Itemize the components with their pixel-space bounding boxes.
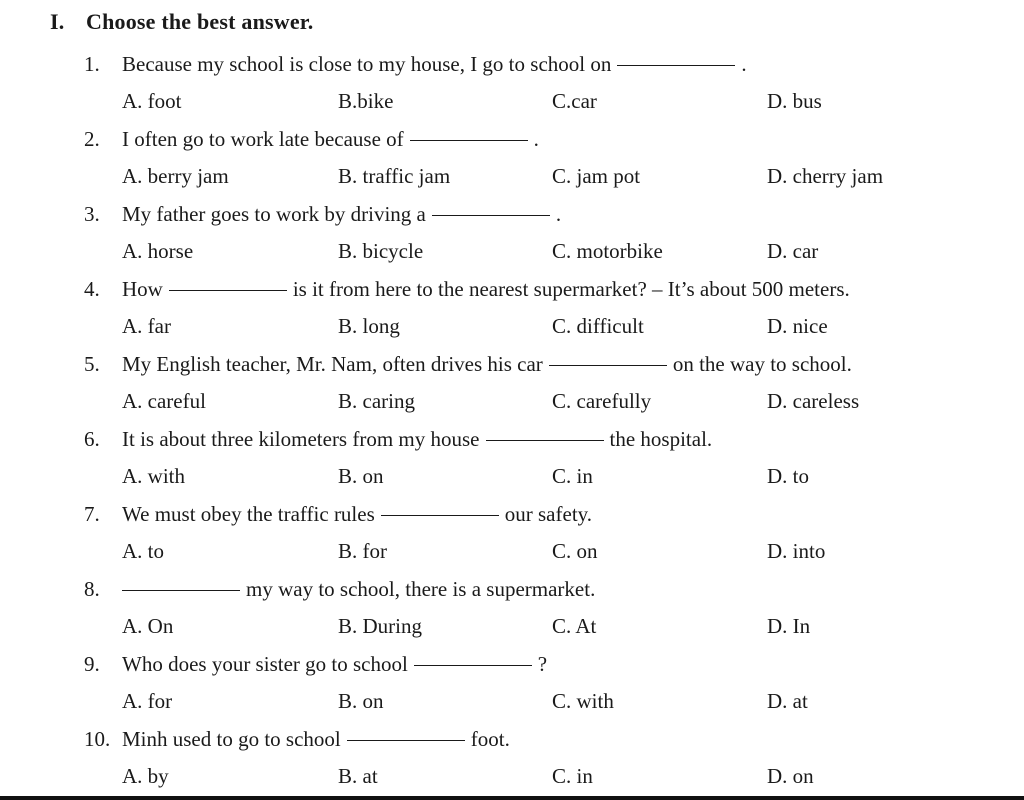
option-d[interactable]: D. on [767, 764, 814, 788]
question-9 [84, 649, 984, 724]
options-row [122, 311, 982, 341]
question-stem [84, 49, 747, 79]
stem-before: My father goes to work by driving a [122, 202, 426, 226]
question-5 [84, 349, 984, 424]
option-b[interactable]: B. bicycle [338, 239, 424, 263]
answer-blank [432, 214, 550, 216]
options-row [122, 686, 982, 716]
question-number: 4. [84, 277, 100, 301]
stem-after: ? [537, 652, 548, 676]
option-d[interactable]: D. nice [767, 314, 828, 338]
question-4 [84, 274, 984, 349]
question-stem [84, 199, 561, 229]
question-number: 5. [84, 352, 100, 376]
option-b[interactable]: B. long [338, 314, 400, 338]
option-a[interactable]: A. far [122, 314, 171, 338]
question-stem [84, 349, 852, 379]
option-c[interactable]: C. in [552, 464, 593, 488]
option-c[interactable]: C. in [552, 764, 593, 788]
stem-before: We must obey the traffic rules [122, 502, 375, 526]
stem-after: the hospital. [609, 427, 713, 451]
question-number: 1. [84, 52, 100, 76]
stem-before: My English teacher, Mr. Nam, often drives his car [122, 352, 543, 376]
question-stem [84, 124, 539, 154]
answer-blank [414, 664, 532, 666]
answer-blank [169, 289, 287, 291]
option-d[interactable]: D. car [767, 239, 819, 263]
stem-after: . [741, 52, 747, 76]
question-stem [84, 424, 712, 454]
option-c[interactable]: C.car [552, 89, 597, 113]
answer-blank [617, 64, 735, 66]
option-d[interactable]: D. careless [767, 389, 860, 413]
options-row [122, 611, 982, 641]
stem-after: . [533, 127, 539, 151]
option-d[interactable]: D. at [767, 689, 808, 713]
option-c[interactable]: C. jam pot [552, 164, 641, 188]
stem-after: . [555, 202, 562, 226]
option-c[interactable]: C. difficult [552, 314, 644, 338]
stem-after: on the way to school. [672, 352, 852, 376]
stem-before: I often go to work late because of [122, 127, 404, 151]
section-heading [50, 9, 313, 35]
question-stem [84, 499, 592, 529]
question-number: 9. [84, 652, 100, 676]
option-b[interactable]: B.bike [338, 89, 394, 113]
option-b[interactable]: B. at [338, 764, 378, 788]
question-10 [84, 724, 984, 799]
answer-blank [122, 589, 240, 591]
stem-before: Minh used to go to school [122, 727, 341, 751]
question-number: 6. [84, 427, 100, 451]
question-7 [84, 499, 984, 574]
question-stem [84, 274, 850, 304]
stem-after: is it from here to the nearest supermarket? – It’s about 500 meters. [292, 277, 850, 301]
question-number: 10. [84, 727, 111, 751]
question-stem [84, 724, 510, 754]
question-3 [84, 199, 984, 274]
option-b[interactable]: B. caring [338, 389, 415, 413]
option-d[interactable]: D. bus [767, 89, 822, 113]
section-number: I. [50, 9, 65, 34]
option-c[interactable]: C. with [552, 689, 614, 713]
options-row [122, 161, 982, 191]
stem-before: Who does your sister go to school [122, 652, 408, 676]
option-a[interactable]: A. horse [122, 239, 194, 263]
option-c[interactable]: C. At [552, 614, 597, 638]
option-a[interactable]: A. careful [122, 389, 206, 413]
option-b[interactable]: B. traffic jam [338, 164, 451, 188]
options-row [122, 461, 982, 491]
answer-blank [381, 514, 499, 516]
options-row [122, 761, 982, 791]
question-stem [84, 649, 547, 679]
option-a[interactable]: A. by [122, 764, 169, 788]
option-d[interactable]: D. to [767, 464, 809, 488]
section-title: Choose the best answer. [86, 9, 314, 34]
stem-before: Because my school is close to my house, I go to school on [122, 52, 612, 76]
question-number: 2. [84, 127, 100, 151]
option-b[interactable]: B. During [338, 614, 422, 638]
options-row [122, 236, 982, 266]
stem-before: How [122, 277, 163, 301]
question-stem [84, 574, 595, 604]
stem-after: my way to school, there is a supermarket. [246, 577, 596, 601]
option-d[interactable]: D. cherry jam [767, 164, 884, 188]
option-b[interactable]: B. on [338, 464, 384, 488]
question-2 [84, 124, 984, 199]
options-row [122, 536, 982, 566]
answer-blank [410, 139, 528, 141]
option-a[interactable]: A. with [122, 464, 185, 488]
option-c[interactable]: C. motorbike [552, 239, 663, 263]
option-a[interactable]: A. foot [122, 89, 182, 113]
options-row [122, 386, 982, 416]
option-a[interactable]: A. to [122, 539, 164, 563]
answer-blank [486, 439, 604, 441]
question-6 [84, 424, 984, 499]
option-b[interactable]: B. for [338, 539, 387, 563]
answer-blank [549, 364, 667, 366]
option-a[interactable]: A. berry jam [122, 164, 229, 188]
bottom-border-line [0, 796, 1024, 800]
stem-after: our safety. [504, 502, 593, 526]
option-c[interactable]: C. on [552, 539, 598, 563]
option-a[interactable]: A. for [122, 689, 173, 713]
stem-before: It is about three kilometers from my house [122, 427, 480, 451]
question-number: 8. [84, 577, 100, 601]
option-d[interactable]: D. into [767, 539, 826, 563]
question-1 [84, 49, 984, 124]
stem-after: foot. [470, 727, 510, 751]
options-row [122, 86, 982, 116]
option-a[interactable]: A. On [122, 614, 174, 638]
question-number: 7. [84, 502, 100, 526]
question-8 [84, 574, 984, 649]
question-number: 3. [84, 202, 100, 226]
option-b[interactable]: B. on [338, 689, 384, 713]
option-d[interactable]: D. In [767, 614, 811, 638]
option-c[interactable]: C. carefully [552, 389, 652, 413]
answer-blank [347, 739, 465, 741]
